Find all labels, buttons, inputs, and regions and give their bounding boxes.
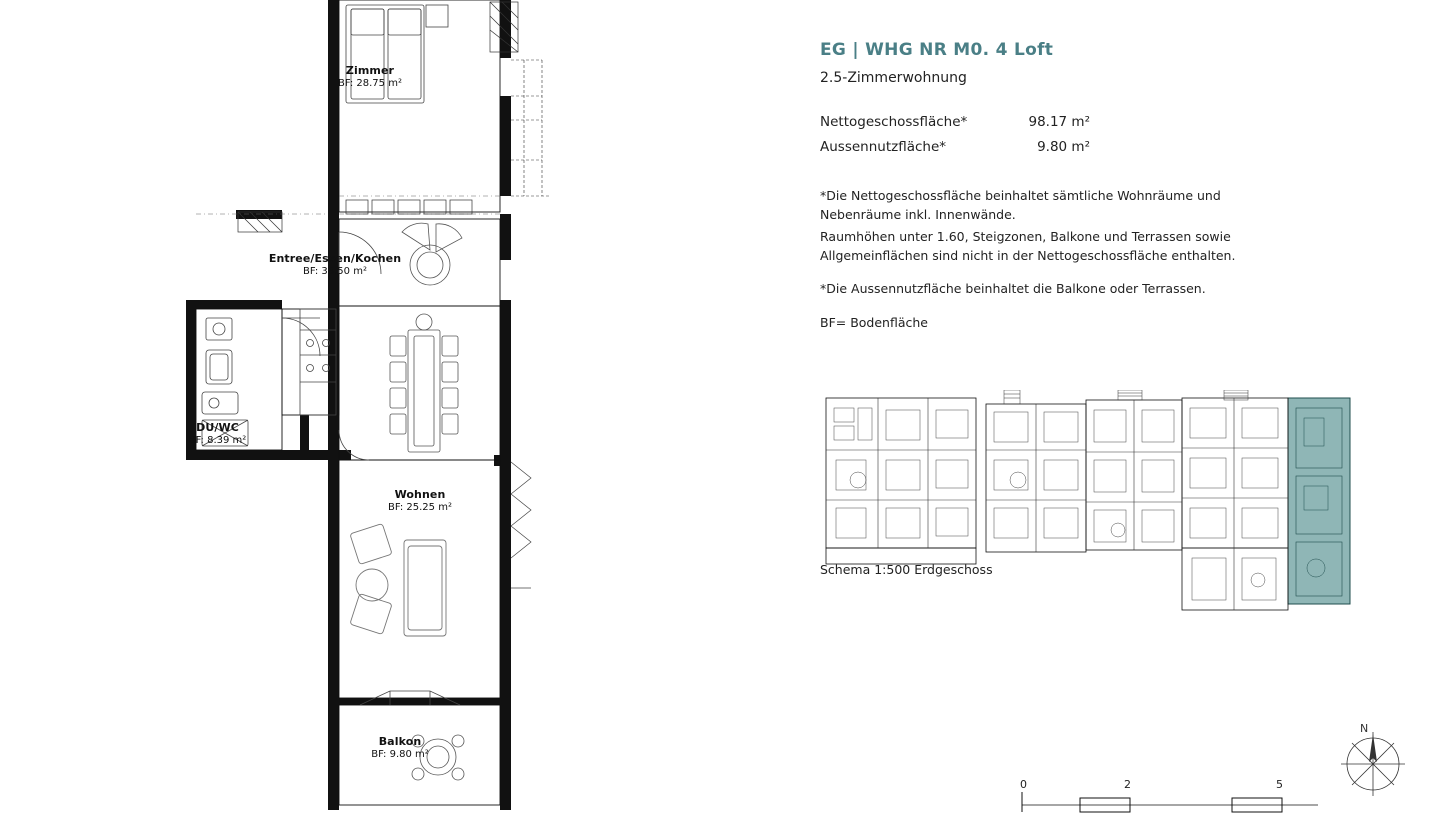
- area-value: 98.17 m²: [1028, 114, 1090, 130]
- scale-tick-0: 0: [1020, 778, 1027, 791]
- area-row: [820, 110, 1340, 135]
- area-summary: [820, 110, 1340, 160]
- footnotes: [820, 186, 1340, 332]
- area-value: 9.80 m²: [1037, 138, 1090, 155]
- scale-bar: [1020, 780, 1310, 820]
- area-label: Aussennutzfläche*: [820, 138, 947, 155]
- svg-text:N: N: [1360, 722, 1369, 735]
- scale-tick-5: 5: [1276, 778, 1283, 791]
- apartment-subtitle: 2.5-Zimmerwohnung: [820, 70, 967, 86]
- area-label: Nettogeschossfläche*: [820, 114, 968, 130]
- room-label-entree-essen-kochen: Entree/Essen/Kochen BF: 35.50 m²: [268, 252, 402, 277]
- apartment-info-panel: [820, 40, 1340, 346]
- room-label-zimmer: Zimmer BF: 28.75 m²: [338, 64, 402, 89]
- footnote-aussennutzflaeche: *Die Aussennutzfläche beinhaltet die Balkone oder Terrassen.: [820, 281, 1206, 297]
- footnote-raumhoehen: Raumhöhen unter 1.60, Steigzonen, Balkone und Terrassen sowie Allgemeinflächen sind nicht in der Nettogeschossfläche enthalten.: [820, 228, 1236, 264]
- schema-key-plan: [818, 390, 1358, 620]
- page-title: EG | WHG NR M0. 4 Loft: [820, 40, 1054, 60]
- room-label-du-wc: DU/WC BF: 8.39 m²: [188, 421, 247, 446]
- room-label-balkon: Balkon BF: 9.80 m²: [371, 735, 429, 760]
- scale-tick-2: 2: [1124, 778, 1131, 791]
- room-label-wohnen: Wohnen BF: 25.25 m²: [388, 488, 452, 513]
- compass-rose-icon: [1330, 718, 1416, 804]
- area-row: [820, 135, 1340, 160]
- footnote-nettogeschossflaeche: *Die Nettogeschossfläche beinhaltet sämtliche Wohnräume und Nebenräume inkl. Innenwände.: [820, 187, 1221, 223]
- footnote-bf: BF= Bodenfläche: [820, 314, 929, 330]
- schema-caption: Schema 1:500 Erdgeschoss: [820, 562, 993, 577]
- floor-plan-drawing: [150, 0, 570, 810]
